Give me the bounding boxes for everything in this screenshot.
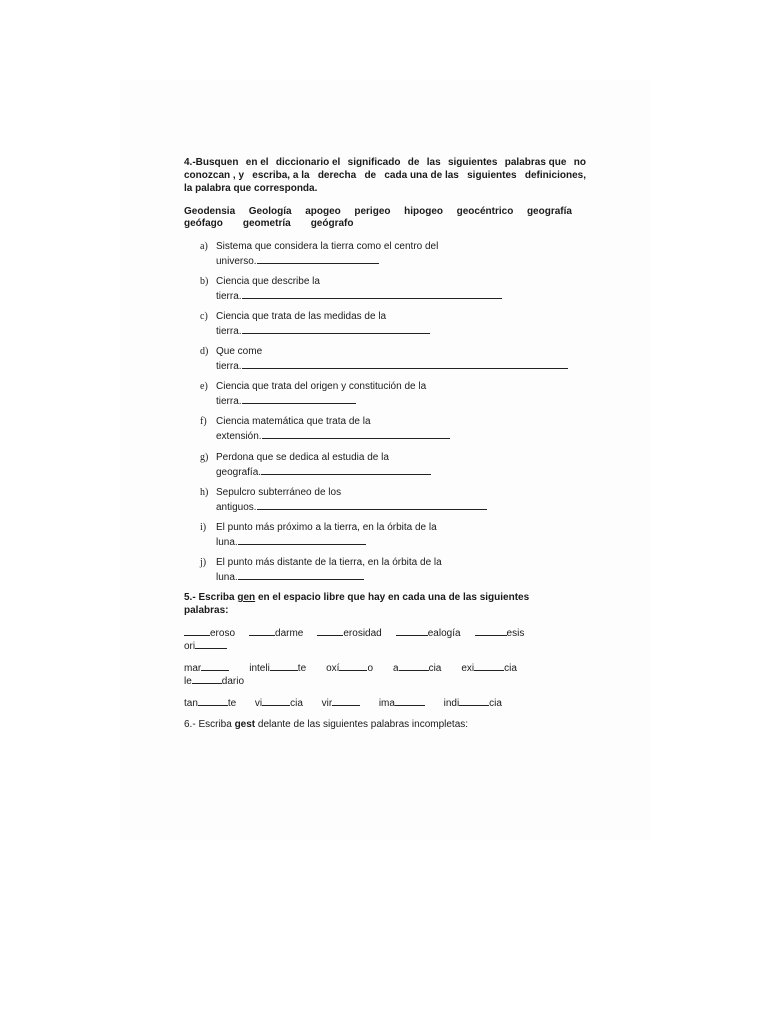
word-list-line2: geófago geometría geógrafo	[184, 218, 354, 229]
answer-line[interactable]	[242, 393, 356, 404]
item-answer-row: antiguos.	[216, 499, 487, 514]
fill-row-2b: le dario	[184, 676, 245, 687]
fill-blank[interactable]	[201, 661, 229, 671]
item-label: i)	[200, 522, 207, 533]
item-text: Que come	[216, 346, 263, 357]
item-answer-row: tierra.	[216, 358, 568, 373]
item-label: j)	[200, 557, 207, 568]
item-answer-row: luna.	[216, 569, 364, 584]
item-answer-row: tierra.	[216, 393, 356, 408]
item-text: Sistema que considera la tierra como el centro del	[216, 241, 439, 252]
item-text: El punto más próximo a la tierra, en la órbita de la	[216, 522, 437, 533]
answer-line[interactable]	[242, 323, 430, 334]
section5-instruction-line1: 5.- Escriba gen en el espacio libre que hay en cada una de las siguientes	[184, 592, 530, 603]
fill-blank[interactable]	[184, 626, 210, 636]
item-answer-row: geografía.	[216, 464, 431, 479]
word-list-line1: Geodensia Geología apogeo perigeo hipogeo geocéntrico geografía	[184, 206, 572, 217]
item-text: Ciencia que trata del origen y constitución de la	[216, 381, 427, 392]
fill-row-1b: ori	[184, 639, 227, 653]
answer-line[interactable]	[262, 428, 450, 439]
section4-instruction-line2: conozcan , y escriba, a la derecha de cada una de las siguientes definiciones,	[184, 170, 586, 181]
fill-blank[interactable]	[399, 661, 429, 671]
item-label: a)	[200, 241, 208, 252]
item-label: h)	[200, 487, 209, 498]
item-answer-row: luna.	[216, 534, 366, 549]
section4-instruction-line1: 4.-Busquen en el diccionario el significado de las siguientes palabras que no	[184, 157, 586, 168]
fill-blank[interactable]	[262, 696, 290, 706]
fill-row-2: mar inteli te oxí o a cia exi cia	[184, 663, 517, 674]
item-text: Ciencia que describe la	[216, 276, 320, 287]
item-text: Sepulcro subterráneo de los	[216, 487, 342, 498]
fill-blank[interactable]	[474, 661, 504, 671]
fill-blank[interactable]	[475, 626, 507, 636]
fill-blank[interactable]	[192, 674, 222, 684]
item-answer-row: universo.	[216, 253, 379, 268]
answer-line[interactable]	[257, 253, 379, 264]
item-label: g)	[200, 452, 209, 463]
section5-instruction-line2: palabras:	[184, 605, 229, 616]
fill-blank[interactable]	[317, 626, 343, 636]
fill-blank[interactable]	[249, 626, 275, 636]
item-answer-row: extensión.	[216, 428, 450, 443]
fill-blank[interactable]	[339, 661, 367, 671]
answer-line[interactable]	[242, 358, 568, 369]
section6-instruction: 6.- Escriba gest delante de las siguientes palabras incompletas:	[184, 719, 469, 730]
answer-line[interactable]	[238, 534, 366, 545]
item-label: f)	[200, 416, 207, 427]
answer-line[interactable]	[261, 464, 431, 475]
item-label: d)	[200, 346, 209, 357]
answer-line[interactable]	[242, 288, 502, 299]
item-answer-row: tierra.	[216, 288, 502, 303]
answer-line[interactable]	[257, 499, 487, 510]
fill-row-3: tan te vi cia vir ima indi cia	[184, 698, 502, 709]
fill-blank[interactable]	[195, 639, 227, 649]
item-label: b)	[200, 276, 209, 287]
fill-blank[interactable]	[396, 626, 428, 636]
fill-blank[interactable]	[198, 696, 228, 706]
item-answer-row: tierra.	[216, 323, 430, 338]
item-text: Ciencia que trata de las medidas de la	[216, 311, 387, 322]
item-text: El punto más distante de la tierra, en la órbita de la	[216, 557, 442, 568]
fill-blank[interactable]	[332, 696, 360, 706]
item-text: Perdona que se dedica al estudia de la	[216, 452, 389, 463]
item-label: e)	[200, 381, 208, 392]
fill-blank[interactable]	[270, 661, 298, 671]
item-text: Ciencia matemática que trata de la	[216, 416, 371, 427]
item-label: c)	[200, 311, 208, 322]
fill-row-1: eroso darme erosidad ealogía esis	[184, 626, 524, 640]
section4-instruction-line3: la palabra que corresponda.	[184, 183, 318, 194]
fill-blank[interactable]	[395, 696, 425, 706]
fill-blank[interactable]	[459, 696, 489, 706]
answer-line[interactable]	[238, 569, 364, 580]
